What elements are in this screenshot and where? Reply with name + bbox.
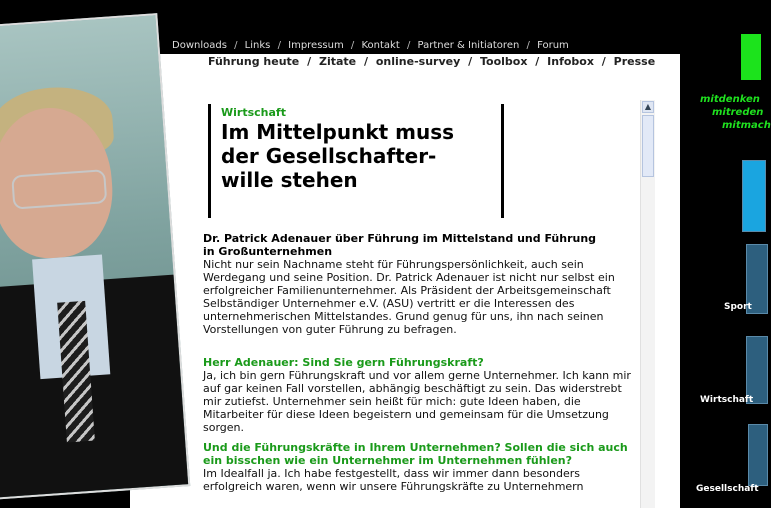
teaser-image[interactable] [742,160,766,232]
slogan-line: mitmach [722,120,771,131]
section-kicker: Wirtschaft [221,106,286,119]
interview-question: Herr Adenauer: Sind Sie gern Führungskraft? [203,356,484,369]
subnav-separator: / [535,55,540,68]
slogan-line: mitreden [712,107,764,118]
headline-box [208,104,504,218]
headline-line: Im Mittelpunkt muss [221,120,455,144]
article-body [203,232,633,493]
scroll-thumb[interactable] [642,115,654,177]
sidebar-link-wirtschaft[interactable]: Wirtschaft [700,395,754,405]
nav-separator: / [526,40,530,51]
interview-answer: Ja, ich bin gern Führungskraft und vor allem gerne Unternehmer. Ich kann mir auf gar keinen Fall vorstellen, abhängig beschäftigt zu sein. Das widerstrebt mir zutiefst. Unternehmer sein heißt für mich: gute Ideen haben, die Mitarbeiter für diese Ideen begeistern und gemeinsam für die Umsetzung sorgen. [203,369,631,434]
lead-line: Dr. Patrick Adenauer über Führung im Mittelstand und Führung [203,232,597,245]
subnav-separator: / [307,55,312,68]
portrait-photo [0,13,190,501]
subnav-separator: / [468,55,473,68]
interview-question: Und die Führungskräfte in Ihrem Unternehmen? Sollen die sich auch ein bisschen wie ein Unternehmer im Unternehmen fühlen? [203,441,628,467]
subnav-presse[interactable]: Presse [613,55,656,68]
article-intro: Nicht nur sein Nachname steht für Führungspersönlichkeit, auch sein Werdegang und seine Position. Dr. Patrick Adenauer ist nicht nur selbst ein erfolgreicher Familienunternehmer. Als Präsident der Arbeitsgemeinschaft Selbständiger Unternehmer e.V. (ASU) vertritt er die Interessen des unternehmerischen Mittelstandes. Grund genug für uns, ihn nach seinen Vorstellungen von guter Führung zu befragen. [203,258,615,336]
nav-separator: / [350,40,355,51]
nav-link-forum[interactable]: Forum [537,40,569,51]
sidebar-link-gesellschaft[interactable]: Gesellschaft [696,484,759,494]
nav-link-downloads[interactable]: Downloads [172,40,227,51]
nav-link-kontakt[interactable]: Kontakt [361,40,400,51]
nav-separator: / [277,40,281,51]
article-headline [221,120,491,192]
section-navigation [208,55,655,68]
headline-line: der Gesellschafter- [221,144,437,168]
subnav-separator: / [601,55,606,68]
subnav-fuehrung-heute[interactable]: Führung heute [208,55,300,68]
nav-link-partner[interactable]: Partner & Initiatoren [417,40,520,51]
scrollbar[interactable] [640,100,655,508]
interview-answer: Im Idealfall ja. Ich habe festgestellt, dass wir immer dann besonders erfolgreich waren, wenn wir unsere Führungskräfte zu Unternehmern [203,467,584,493]
subnav-online-survey[interactable]: online-survey [375,55,461,68]
subnav-zitate[interactable]: Zitate [318,55,357,68]
lead-line: in Großunternehmen [203,245,333,258]
sidebar-link-sport[interactable]: Sport [724,302,752,312]
nav-separator: / [406,40,411,51]
nav-link-links[interactable]: Links [244,40,271,51]
nav-link-impressum[interactable]: Impressum [288,40,344,51]
subnav-infobox[interactable]: Infobox [547,55,594,68]
right-sidebar [690,0,771,508]
nav-separator: / [234,40,238,51]
top-navigation [172,40,692,54]
slogan-line: mitdenken [700,94,760,105]
logo-flag-icon [741,34,761,80]
teaser-image[interactable] [748,424,768,486]
article-lead [203,232,633,258]
subnav-toolbox[interactable]: Toolbox [479,55,528,68]
headline-line: wille stehen [221,168,358,192]
teaser-image[interactable] [746,336,768,404]
subnav-separator: / [363,55,369,68]
scroll-up-arrow-icon[interactable]: ▲ [642,101,654,113]
